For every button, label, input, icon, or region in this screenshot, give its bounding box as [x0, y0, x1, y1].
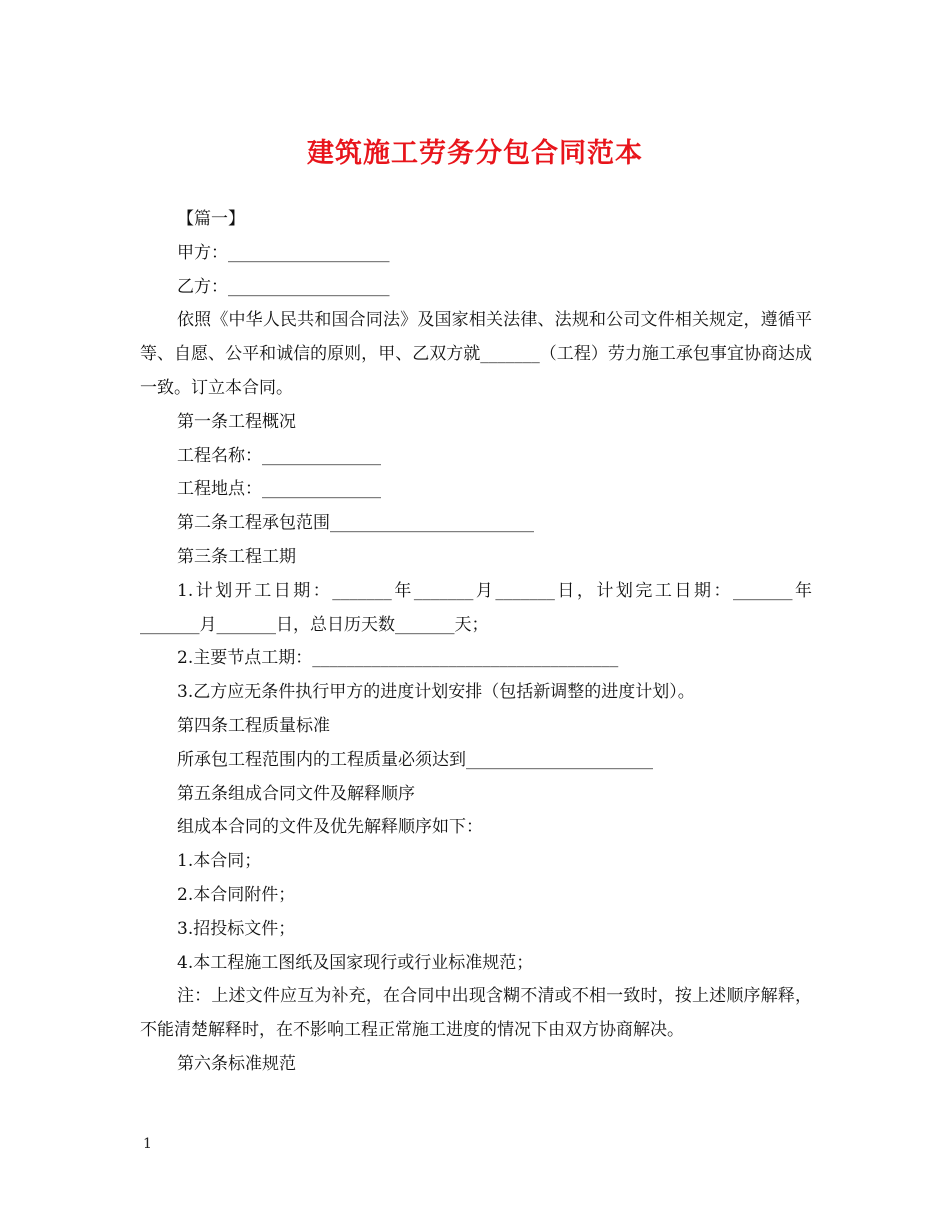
article-5-heading: 第五条组成合同文件及解释顺序 [177, 783, 415, 804]
schedule-compliance-line: 3.乙方应无条件执行甲方的进度计划安排（包括新调整的进度计划）。 [177, 682, 695, 703]
interpretation-note-paragraph: 注：上述文件应互为补充，在合同中出现含糊不清或不相一致时，按上述顺序解释，不能清楚解释时，在不影响工程正常施工进度的情况下由双方协商解决。 [140, 986, 812, 1041]
party-a-line: 甲方：___________________ [177, 242, 390, 263]
document-order-item: 1.本合同； [177, 851, 262, 872]
project-location-line: 工程地点：______________ [177, 479, 381, 500]
project-name-line: 工程名称：______________ [177, 445, 381, 466]
article-4-heading: 第四条工程质量标准 [177, 715, 330, 736]
document-body [140, 203, 812, 1082]
article-1-heading: 第一条工程概况 [177, 411, 296, 432]
article-2-heading: 第二条工程承包范围________________________ [177, 513, 534, 534]
milestone-schedule-line: 2.主要节点工期：____________________________________ [177, 648, 619, 669]
document-order-item: 2.本合同附件； [177, 884, 296, 905]
section-heading-part-one: 【篇一】 [177, 209, 245, 229]
party-b-line: 乙方：___________________ [177, 276, 390, 297]
document-order-intro: 组成本合同的文件及优先解释顺序如下： [177, 817, 483, 838]
document-order-item: 3.招投标文件； [177, 918, 296, 939]
document-title: 建筑施工劳务分包合同范本 [307, 138, 643, 169]
schedule-dates-paragraph: 1.计划开工日期：_______年_______月_______日，计划完工日期：_______年_______月_______日，总日历天数_______天； [140, 580, 812, 635]
article-6-heading: 第六条标准规范 [177, 1053, 296, 1074]
page-number: 1 [143, 1136, 152, 1152]
quality-standard-line: 所承包工程范围内的工程质量必须达到______________________ [177, 749, 653, 770]
preamble-paragraph: 依照《中华人民共和国合同法》及国家相关法律、法规和公司文件相关规定，遵循平等、自愿、公平和诚信的原则，甲、乙双方就_______（工程）劳力施工承包事宜协商达成一致。订立本合同。 [140, 310, 812, 398]
article-3-heading: 第三条工程工期 [177, 546, 296, 567]
document-order-item: 4.本工程施工图纸及国家现行或行业标准规范； [177, 952, 534, 973]
